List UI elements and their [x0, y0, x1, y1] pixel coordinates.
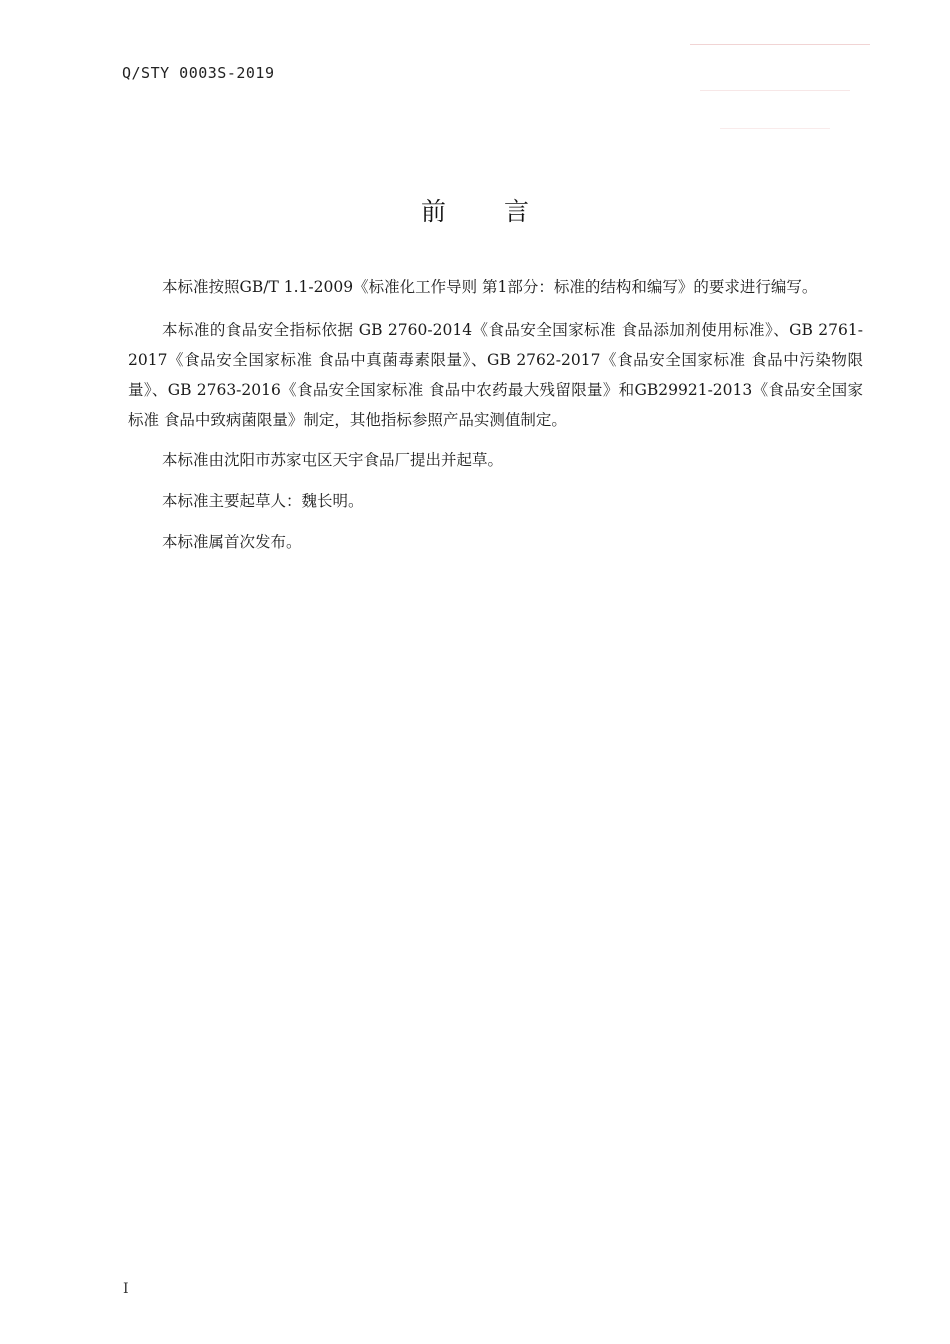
scan-artifact	[700, 90, 850, 91]
page-number: I	[123, 1281, 129, 1297]
paragraph-safety-indicators: 本标准的食品安全指标依据 GB 2760-2014《食品安全国家标准 食品添加剂使用标准》、GB 2761-2017《食品安全国家标准 食品中真菌毒素限量》、GB 2762-2017《食品安全国家标准 食品中污染物限量》、GB 2763-2016《食品安全国家标准 食品中农药最大残留限量》和GB29921-2013《食品安全国家标准 食品中致病菌限量》制定，其他指标参照产品实测值制定。	[128, 321, 863, 429]
paragraph-drafting-unit: 本标准由沈阳市苏家屯区天宇食品厂提出并起草。	[162, 451, 504, 469]
paragraph-main-drafter: 本标准主要起草人：魏长明。	[162, 492, 364, 510]
scan-artifact	[690, 44, 870, 45]
page-title: 前言	[420, 197, 587, 226]
paragraph-standard-basis: 本标准按照GB/T 1.1-2009《标准化工作导则 第1部分：标准的结构和编写》的要求进行编写。	[162, 278, 818, 296]
foreword-body	[128, 274, 863, 570]
paragraph-first-release: 本标准属首次发布。	[162, 533, 302, 551]
scan-artifact	[720, 128, 830, 129]
document-code: Q/STY 0003S-2019	[122, 64, 275, 82]
